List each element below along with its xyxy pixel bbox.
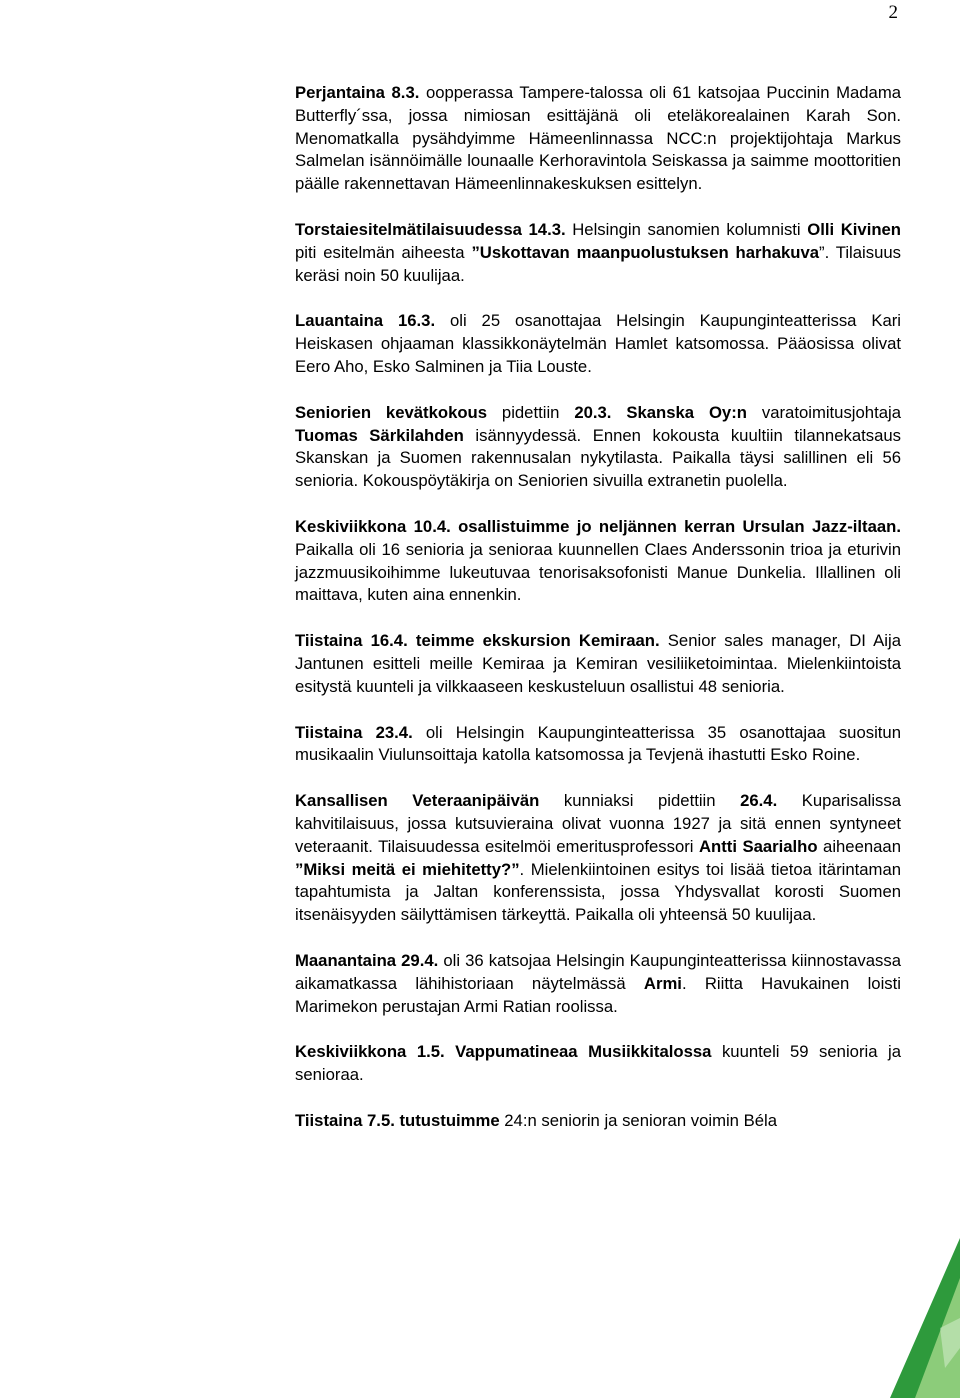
text-run: . Mielenkiintoinen esitys toi lisää tietoa itärintaman tapahtumista ja Jaltan konferenssista, jossa Yhdysvallat korosti Suomen itsenäisyyden säilyttämisen tärkeyttä. Paikalla oli yhteensä 50 kuulijaa. (295, 859, 902, 925)
text-run: 24:n seniorin ja senioran voimin Béla (499, 1110, 777, 1130)
bold-text: 26.4. (740, 791, 778, 811)
paragraph (295, 790, 901, 927)
bold-text: Torstaiesitelmätilaisuudessa 14.3. (295, 219, 566, 239)
bold-text: Seniorien kevätkokous (295, 402, 488, 422)
paragraph (295, 516, 901, 607)
text-run: oli Helsingin Kaupunginteatterissa 35 osanottajaa suositun musikaalin Viulunsoittaja katolla katsomossa ja Tevjenä ihastutti Esko Roine. (295, 722, 901, 765)
paragraph (295, 1110, 901, 1133)
text-run: kuunteli 59 senioria ja senioraa. (295, 1042, 901, 1085)
bold-text: Tuomas Särkilahden (295, 425, 464, 445)
text-run: Helsingin sanomien kolumnisti (565, 219, 808, 239)
bold-text: Kansallisen Veteraanipäivän (295, 791, 540, 811)
text-run: piti esitelmän aiheesta (295, 242, 472, 262)
text-run: Kuparisalissa kahvitilaisuus, jossa kutsuvieraina olivat vuonna 1927 ja sitä ennen syntyneet veteraanit. Tilaisuudessa esitelmöi emeritusprofessori (295, 791, 902, 856)
paragraph (295, 310, 901, 378)
page-number: 2 (888, 2, 898, 23)
bold-text: Tiistaina 16.4. teimme ekskursion Kemiraan. (295, 631, 660, 651)
text-run: oli 36 katsojaa Helsingin Kaupunginteatterissa kiinnostavassa aikamatkassa lähihistoriaan näytelmässä (295, 950, 901, 993)
text-run: ”. Tilaisuus keräsi noin 50 kuulijaa. (295, 242, 901, 285)
text-run: Paikalla oli 16 senioria ja senioraa kuunnellen Claes Anderssonin trioa ja eturivin jazzmuusikoihimme lukeutuvaa tenorisaksofonisti Manue Dunkelia. Illallinen oli maittava, kuten aina ennenkin. (295, 539, 901, 605)
paragraph (295, 630, 901, 698)
green-corner-graphic (870, 1238, 960, 1398)
bold-text: Tiistaina 7.5. tutustuimme (295, 1110, 500, 1130)
bold-text: Olli Kivinen (807, 219, 901, 239)
bold-text: Keskiviikkona 1.5. Vappumatineaa Musiikkitalossa (295, 1042, 712, 1062)
text-run: Senior sales manager, DI Aija Jantunen esitteli meille Kemiraa ja Kemiran vesiliiketoimintaa. Mielenkiintoista esitystä kuunteli ja vilkkaaseen keskusteluun osallistui 48 senioria. (295, 631, 902, 696)
text-run: varatoimitusjohtaja (746, 402, 901, 422)
text-run: kunniaksi pidettiin (539, 791, 741, 811)
paragraph (295, 402, 901, 493)
bold-text: Armi (643, 973, 682, 993)
bold-text: Perjantaina 8.3. (295, 83, 420, 102)
bold-text: Antti Saarialho (698, 836, 818, 856)
paragraph (295, 219, 901, 287)
bold-text: ”Uskottavan maanpuolustuksen harhakuva (471, 242, 820, 262)
document-body (295, 82, 901, 1156)
bold-text: ”Miksi meitä ei miehitetty?” (295, 859, 520, 879)
text-run: aiheenaan (817, 836, 901, 856)
bold-text: Tiistaina 23.4. (295, 722, 413, 742)
bold-text: 20.3. Skanska Oy:n (574, 402, 747, 422)
text-run: pidettiin (487, 402, 575, 422)
text-run: oopperassa Tampere-talossa oli 61 katsojaa Puccinin Madama Butterfly´ssa, jossa nimiosan esittäjänä oli eteläkorealainen Karah Son. Menomatkalla pysähdyimme Hämeenlinnassa NCC:n projektijohtaja Markus Salmelan isännöimälle lounaalle Kerhoravintola Seiskassa ja saimme moottoritien päälle rakennettavan Hämeenlinnakeskuksen esittelyn. (295, 83, 901, 194)
paragraph (295, 950, 901, 1018)
text-run: . Riitta Havukainen loisti Marimekon perustajan Armi Ratian roolissa. (295, 973, 901, 1016)
paragraph (295, 722, 901, 768)
paragraph (295, 82, 901, 196)
text-run: isännyydessä. Ennen kokousta kuultiin tilannekatsaus Skanskan ja Suomen rakennusalan nykytilasta. Paikalla täysi salillinen eli 56 senioria. Kokouspöytäkirja on Seniorien sivuilla extranetin puolella. (295, 425, 901, 491)
paragraph (295, 1041, 901, 1087)
bold-text: Maanantaina 29.4. (295, 950, 439, 970)
text-run: oli 25 osanottajaa Helsingin Kaupunginteatterissa Kari Heiskasen ohjaaman klassikkonäytelmän Hamlet katsomossa. Pääosissa olivat Eero Aho, Esko Salminen ja Tiia Louste. (295, 311, 902, 376)
bold-text: Keskiviikkona 10.4. osallistuimme jo neljännen kerran Ursulan Jazz-iltaan. (295, 516, 901, 536)
bold-text: Lauantaina 16.3. (295, 311, 436, 331)
